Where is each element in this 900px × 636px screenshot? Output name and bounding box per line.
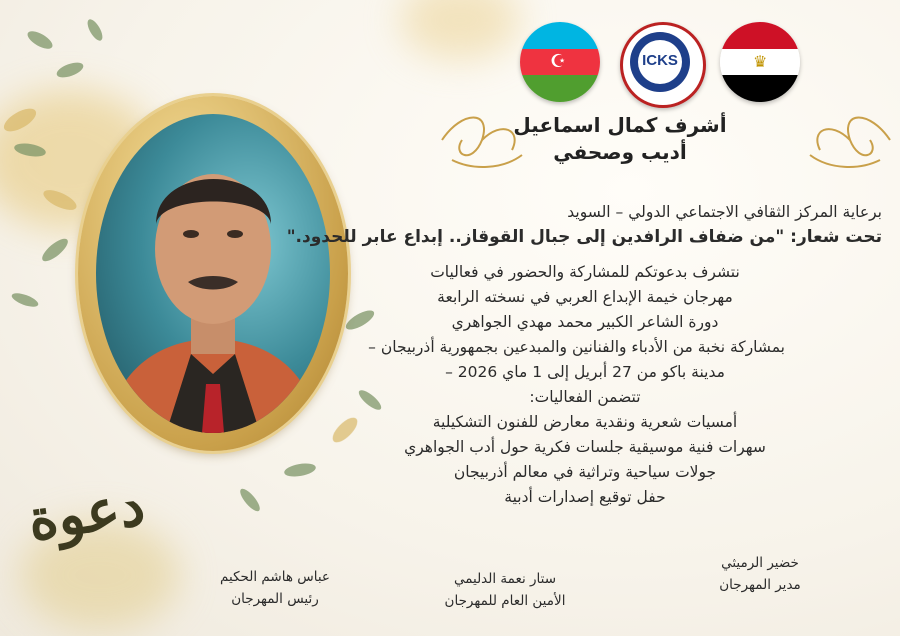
- invitation-text: [286, 200, 882, 250]
- signer-name: خضير الرميثي: [721, 555, 799, 571]
- event-item: حفل توقيع إصدارات أدبية: [504, 488, 666, 506]
- patronage-line: برعاية المركز الثقافي الاجتماعي الدولي – السويد: [567, 203, 882, 221]
- icks-logo-text: ICKS: [642, 52, 678, 69]
- event-item: سهرات فنية موسيقية جلسات فكرية حول أدب الجواهري: [404, 438, 766, 456]
- signer-role: مدير المهرجان: [719, 577, 801, 593]
- azerbaijan-flag-icon: ☪: [520, 22, 600, 102]
- signer-secretary: [430, 568, 580, 612]
- flags-row: [520, 22, 800, 106]
- honoree-block: [470, 112, 770, 166]
- event-item: أمسيات شعرية ونقدية معارض للفنون التشكيلية: [432, 413, 738, 431]
- invitation-line: بمشاركة نخبة من الأدباء والفنانين والمبدعين بجمهورية أذربيجان –: [368, 338, 785, 356]
- signers-row: [0, 555, 900, 630]
- events-heading: تتضمن الفعاليات:: [529, 388, 641, 406]
- invitation-calligraphy: دعوة: [23, 472, 149, 554]
- portrait-photo: [96, 114, 330, 433]
- invitation-line: مدينة باكو من 27 أبريل إلى 1 ماي 2026 –: [445, 363, 725, 381]
- icks-logo: [620, 22, 706, 108]
- egypt-flag-icon: ♛: [720, 22, 800, 102]
- ornament-right-icon: [800, 100, 900, 180]
- invitation-line: دورة الشاعر الكبير محمد مهدي الجواهري: [451, 313, 719, 331]
- motto-line: تحت شعار: "من ضفاف الرافدين إلى جبال القوقاز.. إبداع عابر للحدود.": [286, 227, 882, 247]
- signer-name: عباس هاشم الحكيم: [220, 569, 330, 585]
- signer-role: الأمين العام للمهرجان: [444, 593, 566, 609]
- signer-name: ستار نعمة الدليمي: [453, 571, 557, 587]
- invitation-line: نتشرف بدعوتكم للمشاركة والحضور في فعاليات: [430, 263, 740, 281]
- signer-director: [705, 552, 815, 596]
- signer-president: [210, 566, 340, 610]
- event-item: جولات سياحية وتراثية في معالم أذربيجان: [453, 463, 717, 481]
- honoree-name: أشرف كمال اسماعيل: [513, 113, 727, 137]
- honoree-title: أديب وصحفي: [553, 140, 687, 164]
- invitation-lines: [368, 260, 785, 510]
- invitation-line: مهرجان خيمة الإبداع العربي في نسخته الرابعة: [437, 288, 733, 306]
- signer-role: رئيس المهرجان: [231, 591, 319, 607]
